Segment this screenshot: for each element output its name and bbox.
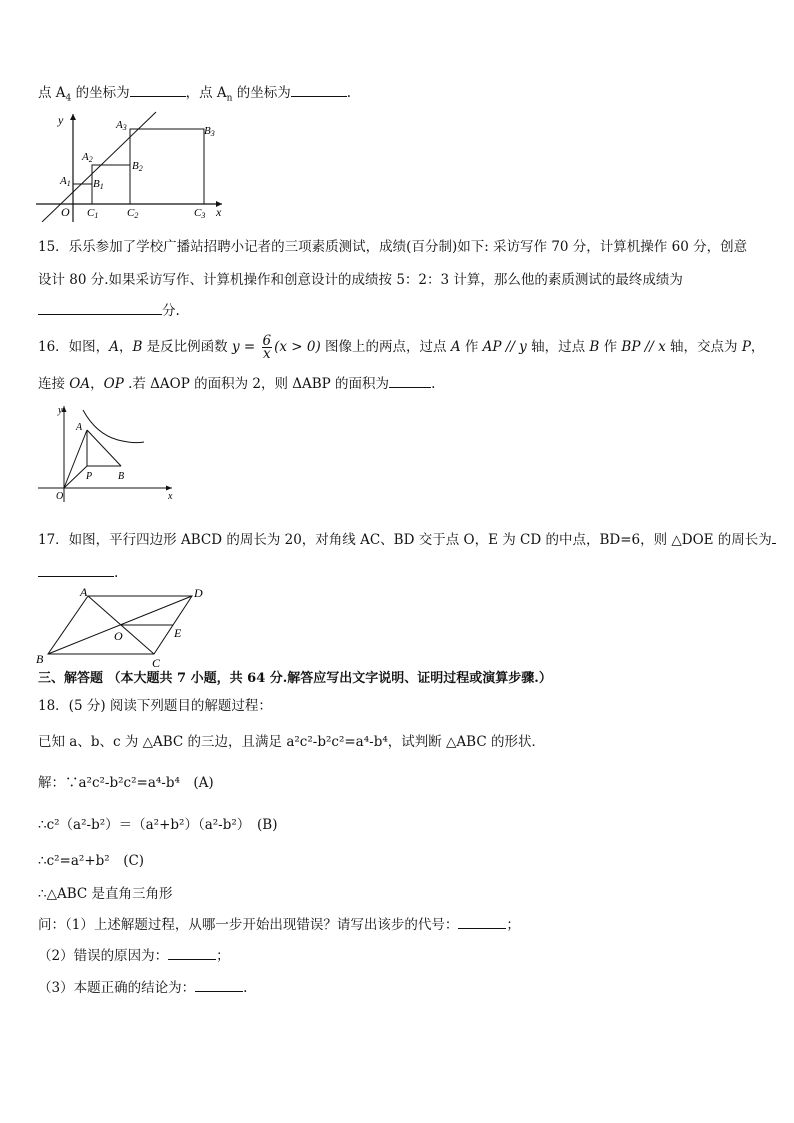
q14-text: 点 A bbox=[38, 85, 66, 101]
figure-16-hyperbola bbox=[34, 402, 184, 504]
q18-question-2 bbox=[38, 946, 230, 965]
segment-OP bbox=[64, 466, 87, 488]
label-P: P bbox=[86, 471, 93, 482]
q14-sub: 4 bbox=[65, 93, 72, 104]
q18-text: （2）错误的原因为： bbox=[38, 948, 169, 964]
q15-line-2: 设计 80 分.如果采访写作、计算机操作和创意设计的成绩按 5：2：3 计算，那么他的素质测试的最终成绩为 bbox=[38, 272, 683, 288]
q15-text: 分. bbox=[162, 303, 180, 319]
q16-var: AP // y bbox=[482, 339, 527, 355]
q16-var: y bbox=[231, 339, 240, 355]
label-x: x bbox=[216, 205, 222, 219]
hyperbola-curve bbox=[83, 410, 144, 443]
answer-blank[interactable] bbox=[168, 946, 216, 960]
answer-blank[interactable] bbox=[130, 83, 186, 97]
square-1 bbox=[73, 184, 92, 204]
q16-var: B bbox=[589, 339, 600, 355]
q17-text: . bbox=[114, 565, 119, 581]
q18-step-b: ∴c²（a²-b²）＝（a²+b²）（a²-b²） (B) bbox=[38, 817, 278, 833]
label-A3: A3 bbox=[116, 119, 127, 132]
segment-OA bbox=[64, 430, 87, 488]
q16-condition: (x > 0) bbox=[274, 339, 321, 355]
q14-sub: n bbox=[226, 93, 233, 104]
q16-text: ， bbox=[118, 339, 133, 355]
answer-blank[interactable] bbox=[389, 374, 431, 388]
q16-line-1 bbox=[38, 332, 764, 362]
label-O: O bbox=[114, 629, 123, 643]
section-3-heading: 三、解答题 （本大题共 7 小题，共 64 分.解答应写出文字说明、证明过程或演算步骤.） bbox=[38, 671, 552, 686]
q18-heading: 18．(5 分) 阅读下列题目的解题过程： bbox=[38, 698, 272, 714]
q16-text: ， bbox=[750, 339, 765, 355]
label-B2: B2 bbox=[132, 160, 143, 173]
q18-text: . bbox=[243, 980, 248, 996]
label-A1: A1 bbox=[60, 175, 71, 188]
q16-var: BP // x bbox=[621, 339, 666, 355]
label-A: A bbox=[76, 422, 83, 433]
q18-text: ； bbox=[216, 948, 230, 964]
q18-step-a: 解：∵a²c²-b²c²=a⁴-b⁴ (A) bbox=[38, 775, 214, 791]
label-B3: B3 bbox=[204, 125, 215, 138]
label-B: B bbox=[36, 652, 44, 666]
label-C: C bbox=[152, 656, 161, 670]
label-A2: A2 bbox=[82, 151, 93, 164]
q18-question-3 bbox=[38, 978, 247, 997]
q16-text: 轴，过点 bbox=[526, 339, 590, 355]
q14-text: 的坐标为 bbox=[71, 85, 130, 101]
q16-text: 作 bbox=[599, 339, 622, 355]
q16-var: A bbox=[450, 339, 461, 355]
q16-text: 作 bbox=[460, 339, 483, 355]
fraction-denominator: x bbox=[262, 346, 271, 362]
x-axis-arrow bbox=[166, 486, 172, 491]
q16-text: 是反比例函数 bbox=[142, 339, 232, 355]
label-x: x bbox=[168, 491, 173, 502]
answer-blank[interactable] bbox=[38, 563, 114, 577]
q18-text: （3）本题正确的结论为： bbox=[38, 980, 196, 996]
q14-tail-line bbox=[38, 83, 351, 108]
label-E: E bbox=[174, 626, 182, 640]
q16-var: P bbox=[741, 339, 751, 355]
q17-line-1 bbox=[38, 530, 776, 549]
q14-text: 的坐标为 bbox=[232, 85, 291, 101]
q16-text: . bbox=[431, 376, 436, 392]
q16-line-2 bbox=[38, 374, 435, 393]
label-C2: C2 bbox=[127, 207, 139, 220]
q16-var: OP bbox=[103, 376, 124, 392]
label-y: y bbox=[58, 405, 63, 416]
segment-AB bbox=[87, 430, 121, 466]
fraction-numerator: 6 bbox=[262, 333, 272, 349]
q16-var: B bbox=[132, 339, 143, 355]
answer-blank[interactable] bbox=[458, 915, 506, 929]
y-axis-arrow bbox=[70, 114, 76, 120]
q18-given: 已知 a、b、c 为 △ABC 的三边，且满足 a²c²-b²c²=a⁴-b⁴，试判断 △ABC 的形状． bbox=[38, 734, 545, 750]
answer-blank[interactable] bbox=[38, 301, 162, 315]
q14-text: ，点 A bbox=[185, 85, 227, 101]
q15-line-3 bbox=[38, 301, 180, 320]
label-O: O bbox=[61, 205, 70, 219]
label-C3: C3 bbox=[194, 207, 206, 220]
q18-question-1 bbox=[38, 915, 520, 934]
q16-text: 轴，交点为 bbox=[665, 339, 742, 355]
label-y: y bbox=[58, 113, 64, 127]
q16-text: .若 ΔAOP 的面积为 2，则 ΔABP 的面积为 bbox=[123, 376, 390, 392]
q17-text: 17．如图，平行四边形 ABCD 的周长为 20，对角线 AC、BD 交于点 O，E 为 CD 的中点，BD=6，则 △DOE 的周长为 bbox=[38, 532, 772, 548]
answer-blank[interactable] bbox=[291, 83, 347, 97]
q16-text: 连接 bbox=[38, 376, 70, 392]
answer-blank-start bbox=[772, 530, 776, 544]
figure-17-parallelogram bbox=[34, 584, 214, 670]
q16-text: ， bbox=[90, 376, 104, 392]
figure-14-staircase-squares bbox=[34, 110, 234, 222]
label-B: B bbox=[118, 471, 125, 482]
label-C1: C1 bbox=[87, 207, 99, 220]
q17-line-2 bbox=[38, 563, 118, 582]
answer-blank[interactable] bbox=[195, 978, 243, 992]
q18-step-d: ∴△ABC 是直角三角形 bbox=[38, 886, 173, 902]
label-B1: B1 bbox=[93, 178, 104, 191]
q16-text: 16．如图， bbox=[38, 339, 110, 355]
q16-var: OA bbox=[69, 376, 91, 392]
fraction-6-over-x bbox=[262, 335, 273, 360]
label-A: A bbox=[80, 585, 88, 599]
q15-line-1: 15．乐乐参加了学校广播站招聘小记者的三项素质测试，成绩(百分制)如下: 采访写作 70 分，计算机操作 60 分，创意 bbox=[38, 239, 748, 255]
q18-text: 问：（1）上述解题过程，从哪一步开始出现错误？请写出该步的代号： bbox=[38, 917, 459, 933]
q16-var: A bbox=[109, 339, 119, 355]
label-O: O bbox=[56, 491, 64, 502]
label-D: D bbox=[194, 586, 203, 600]
q18-step-c: ∴c²=a²+b² (C) bbox=[38, 853, 145, 869]
q14-text: . bbox=[346, 85, 352, 101]
q18-text: ； bbox=[506, 917, 520, 933]
q16-text: = bbox=[239, 339, 260, 355]
q16-text: 图像上的两点，过点 bbox=[320, 339, 451, 355]
